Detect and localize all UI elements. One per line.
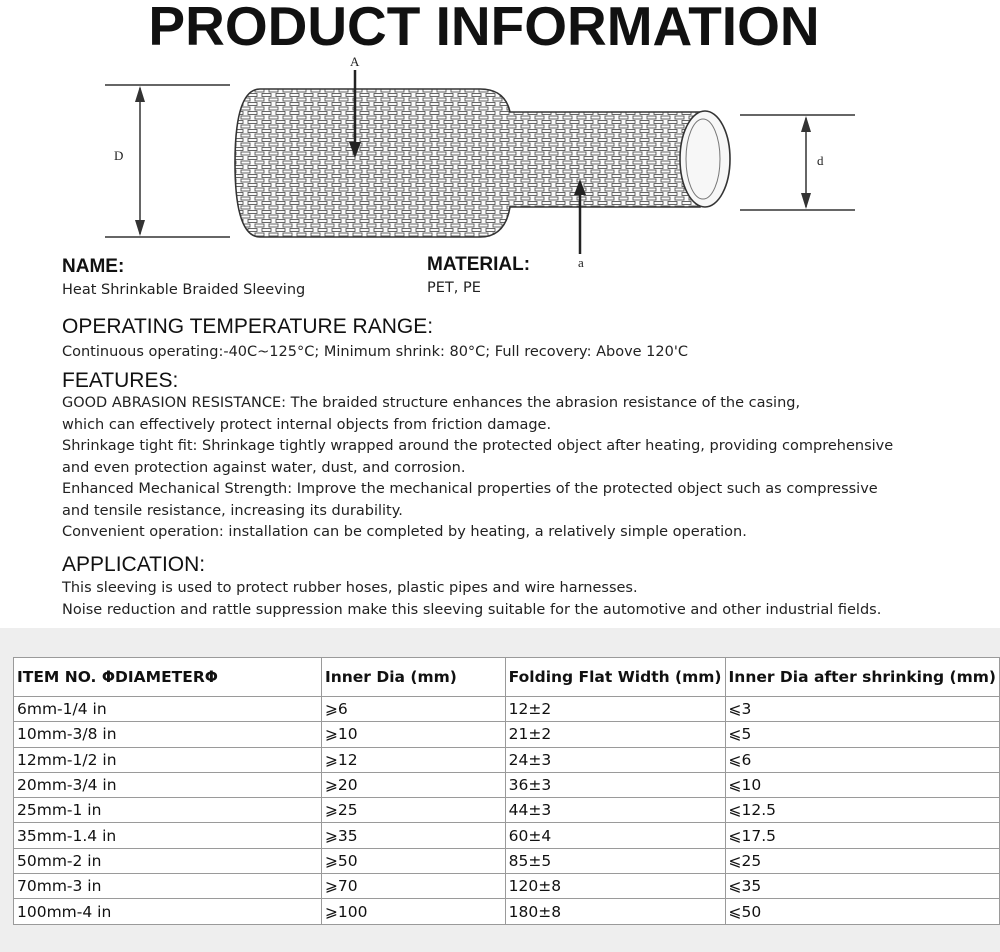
cell-folding-width: 60±4 xyxy=(505,823,725,848)
material-heading: MATERIAL: xyxy=(427,254,531,275)
features-line: and tensile resistance, increasing its durability. xyxy=(62,502,403,519)
features-line: Enhanced Mechanical Strength: Improve the mechanical properties of the protected object such as compressive xyxy=(62,481,878,497)
cell-dia-after-shrinking: ⩽50 xyxy=(725,899,999,924)
cell-dia-after-shrinking: ⩽12.5 xyxy=(725,798,999,823)
label-a: a xyxy=(578,255,584,270)
page-title: PRODUCT INFORMATION xyxy=(148,0,820,57)
cell-folding-width: 85±5 xyxy=(505,848,725,873)
label-d: d xyxy=(817,153,824,168)
cell-folding-width: 120±8 xyxy=(505,874,725,899)
label-A: A xyxy=(350,54,360,69)
table-row xyxy=(14,722,1000,747)
cell-item-no: 6mm-1/4 in xyxy=(14,697,322,722)
cell-item-no: 70mm-3 in xyxy=(14,874,322,899)
table-row xyxy=(14,697,1000,722)
header-item-no: ITEM NO. ΦDIAMETERΦ xyxy=(14,658,322,697)
cell-item-no: 35mm-1.4 in xyxy=(14,823,322,848)
features-text xyxy=(62,393,893,544)
features-heading: FEATURES: xyxy=(62,369,179,392)
material-value: PET, PE xyxy=(427,280,481,296)
table-row xyxy=(14,899,1000,924)
cell-folding-width: 36±3 xyxy=(505,772,725,797)
table-header-row xyxy=(14,658,1000,697)
table-row xyxy=(14,848,1000,873)
cell-inner-dia: ⩾20 xyxy=(321,772,505,797)
header-folding-width: Folding Flat Width (mm) xyxy=(505,658,725,697)
table-row xyxy=(14,798,1000,823)
arrow-head xyxy=(135,220,145,236)
cell-dia-after-shrinking: ⩽35 xyxy=(725,874,999,899)
temperature-heading: OPERATING TEMPERATURE RANGE: xyxy=(62,315,434,338)
cell-inner-dia: ⩾25 xyxy=(321,798,505,823)
application-line: Noise reduction and rattle suppression make this sleeving suitable for the automotive and other industrial fields. xyxy=(62,601,882,618)
features-line: Convenient operation: installation can be completed by heating, a relatively simple operation. xyxy=(62,524,747,540)
name-heading: NAME: xyxy=(62,256,125,277)
sleeve-diagram xyxy=(100,52,870,277)
sleeve-body xyxy=(235,89,700,237)
cell-folding-width: 180±8 xyxy=(505,899,725,924)
cell-dia-after-shrinking: ⩽17.5 xyxy=(725,823,999,848)
arrow-head xyxy=(135,86,145,102)
name-value: Heat Shrinkable Braided Sleeving xyxy=(62,282,306,298)
cell-folding-width: 21±2 xyxy=(505,722,725,747)
header-dia-after-shrinking: Inner Dia after shrinking (mm) xyxy=(725,658,999,697)
table-row xyxy=(14,874,1000,899)
cell-dia-after-shrinking: ⩽25 xyxy=(725,848,999,873)
cell-inner-dia: ⩾12 xyxy=(321,747,505,772)
arrow-head xyxy=(801,116,811,132)
cell-inner-dia: ⩾10 xyxy=(321,722,505,747)
arrow-head xyxy=(801,193,811,209)
label-D: D xyxy=(114,148,124,163)
table-row xyxy=(14,823,1000,848)
header-inner-dia: Inner Dia (mm) xyxy=(321,658,505,697)
features-line: GOOD ABRASION RESISTANCE: The braided structure enhances the abrasion resistance of the casing, xyxy=(62,395,801,411)
cell-inner-dia: ⩾100 xyxy=(321,899,505,924)
temperature-text xyxy=(62,342,688,364)
cell-item-no: 25mm-1 in xyxy=(14,798,322,823)
table-row xyxy=(14,747,1000,772)
temperature-line: Continuous operating:-40C~125°C; Minimum shrink: 80°C; Full recovery: Above 120'C xyxy=(62,344,688,360)
cell-folding-width: 12±2 xyxy=(505,697,725,722)
application-text xyxy=(62,578,881,621)
table-row xyxy=(14,772,1000,797)
specification-table xyxy=(13,657,1000,925)
features-line: Shrinkage tight fit: Shrinkage tightly wrapped around the protected object after heating, providing comprehensive xyxy=(62,438,894,454)
cell-item-no: 50mm-2 in xyxy=(14,848,322,873)
cell-dia-after-shrinking: ⩽6 xyxy=(725,747,999,772)
cell-inner-dia: ⩾6 xyxy=(321,697,505,722)
sleeve-opening xyxy=(680,111,730,207)
cell-dia-after-shrinking: ⩽3 xyxy=(725,697,999,722)
cell-inner-dia: ⩾70 xyxy=(321,874,505,899)
cell-inner-dia: ⩾50 xyxy=(321,848,505,873)
features-line: which can effectively protect internal objects from friction damage. xyxy=(62,416,552,433)
cell-item-no: 20mm-3/4 in xyxy=(14,772,322,797)
cell-item-no: 12mm-1/2 in xyxy=(14,747,322,772)
features-line: and even protection against water, dust, and corrosion. xyxy=(62,459,466,476)
cell-dia-after-shrinking: ⩽10 xyxy=(725,772,999,797)
cell-item-no: 10mm-3/8 in xyxy=(14,722,322,747)
cell-folding-width: 44±3 xyxy=(505,798,725,823)
cell-item-no: 100mm-4 in xyxy=(14,899,322,924)
application-heading: APPLICATION: xyxy=(62,553,206,576)
cell-dia-after-shrinking: ⩽5 xyxy=(725,722,999,747)
application-line: This sleeving is used to protect rubber hoses, plastic pipes and wire harnesses. xyxy=(62,580,638,596)
cell-folding-width: 24±3 xyxy=(505,747,725,772)
cell-inner-dia: ⩾35 xyxy=(321,823,505,848)
